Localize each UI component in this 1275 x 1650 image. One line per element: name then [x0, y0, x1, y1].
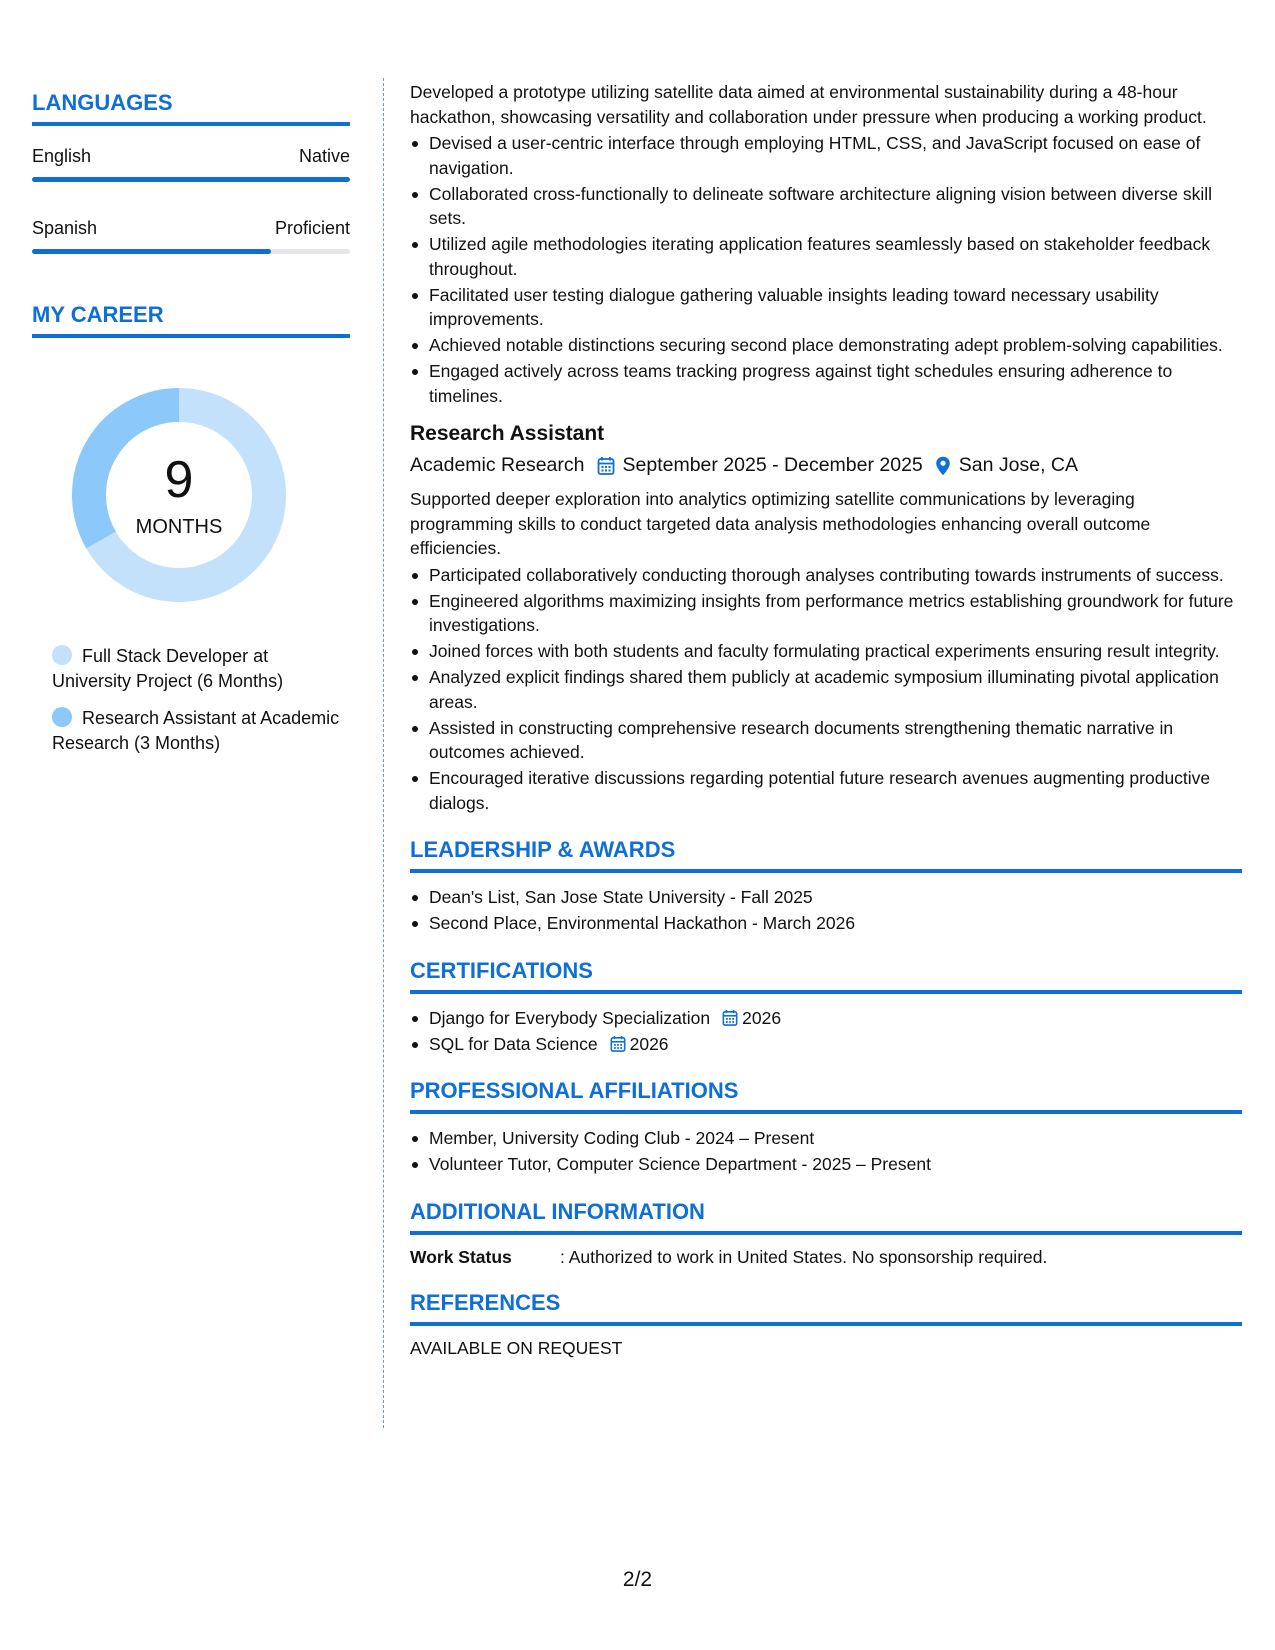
page-number: 2/2 — [622, 1568, 653, 1591]
list-item: Joined forces with both students and faculty formulating practical experiments ensuring result integrity. — [410, 639, 1242, 664]
list-item: Engaged actively across teams tracking progress against tight schedules ensuring adherence to timelines. — [410, 359, 1242, 408]
job-bullets — [410, 563, 1242, 816]
affiliations-title: PROFESSIONAL AFFILIATIONS — [410, 1078, 1242, 1114]
language-proficiency-bar — [32, 249, 350, 254]
job-summary: Supported deeper exploration into analytics optimizing satellite communications by leveraging programming skills to conduct targeted data analysis methodologies enhancing overall outcome efficiencies. — [410, 489, 1151, 558]
career-legend — [52, 644, 350, 756]
list-item: Collaborated cross-functionally to delineate software architecture aligning vision between diverse skill sets. — [410, 182, 1242, 231]
certifications-title: CERTIFICATIONS — [410, 958, 1242, 994]
job-dates: September 2025 - December 2025 — [622, 454, 923, 476]
certification-name: SQL for Data Science — [429, 1033, 598, 1054]
legend-label: Full Stack Developer at University Project (6 Months) — [52, 646, 284, 691]
language-level: Proficient — [274, 218, 350, 238]
leadership-section — [410, 837, 1242, 936]
legend-dot — [52, 645, 72, 665]
list-item: Participated collaboratively conducting thorough analyses contributing towards instruments of success. — [410, 563, 1242, 588]
list-item: Devised a user-centric interface through employing HTML, CSS, and JavaScript focused on ease of navigation. — [410, 131, 1242, 180]
career-donut-chart — [66, 382, 292, 608]
right-column — [410, 80, 1242, 1359]
career-total-unit: MONTHS — [135, 516, 223, 538]
list-item: Engineered algorithms maximizing insights from performance metrics establishing groundwork for future investigations. — [410, 589, 1242, 638]
additional-info-section — [410, 1199, 1242, 1268]
certification-name: Django for Everybody Specialization — [429, 1007, 711, 1028]
list-item: Second Place, Environmental Hackathon - March 2026 — [410, 911, 1242, 936]
certifications-section — [410, 958, 1242, 1057]
references-section — [410, 1290, 1242, 1359]
language-name: Spanish — [32, 218, 98, 238]
map-pin-icon — [935, 456, 951, 476]
language-proficiency-bar — [32, 177, 350, 182]
list-item: Achieved notable distinctions securing second place demonstrating adept problem-solving capabilities. — [410, 333, 1242, 358]
language-item — [32, 146, 350, 182]
list-item: Facilitated user testing dialogue gathering valuable insights leading toward necessary usability improvements. — [410, 283, 1242, 332]
list-item: Volunteer Tutor, Computer Science Department - 2025 – Present — [410, 1152, 1242, 1177]
language-proficiency-fill — [32, 177, 350, 182]
calendar-icon — [722, 1009, 738, 1027]
language-name: English — [32, 146, 92, 166]
certification-year: 2026 — [742, 1007, 782, 1028]
career-total-value: 9 — [164, 451, 194, 509]
list-item: Dean's List, San Jose State University - Fall 2025 — [410, 885, 1242, 910]
calendar-icon — [597, 456, 615, 476]
job-meta — [410, 454, 1242, 477]
additional-info-title: ADDITIONAL INFORMATION — [410, 1199, 1242, 1235]
work-status-value: : Authorized to work in United States. No sponsorship required. — [560, 1246, 1048, 1267]
list-item — [410, 1006, 1242, 1031]
leadership-title: LEADERSHIP & AWARDS — [410, 837, 1242, 873]
left-column — [32, 90, 350, 768]
job-company: Academic Research — [410, 454, 585, 476]
list-item: Member, University Coding Club - 2024 – Present — [410, 1126, 1242, 1151]
references-text: AVAILABLE ON REQUEST — [410, 1337, 623, 1358]
references-title: REFERENCES — [410, 1290, 1242, 1326]
affiliations-section — [410, 1078, 1242, 1177]
job-location: San Jose, CA — [958, 454, 1078, 476]
project-summary: Developed a prototype utilizing satellite data aimed at environmental sustainability during a 48-hour hackathon, showcasing versatility and collaboration under pressure when producing a working product. — [410, 82, 1207, 127]
legend-item — [52, 644, 350, 694]
career-title: MY CAREER — [32, 302, 350, 338]
legend-item — [52, 706, 350, 756]
language-item — [32, 218, 350, 254]
list-item: Analyzed explicit findings shared them publicly at academic symposium illuminating pivotal application areas. — [410, 665, 1242, 714]
project-bullets — [410, 131, 1242, 408]
list-item — [410, 1032, 1242, 1057]
certification-year: 2026 — [629, 1033, 669, 1054]
languages-title: LANGUAGES — [32, 90, 350, 126]
language-proficiency-fill — [32, 249, 271, 254]
legend-dot — [52, 707, 72, 727]
calendar-icon — [610, 1035, 626, 1053]
legend-label: Research Assistant at Academic Research (3 Months) — [52, 708, 340, 753]
job-title: Research Assistant — [410, 422, 605, 445]
list-item: Assisted in constructing comprehensive research documents strengthening thematic narrative in outcomes achieved. — [410, 716, 1242, 765]
work-status-label: Work Status — [410, 1246, 512, 1267]
language-level: Native — [298, 146, 350, 166]
column-divider — [383, 78, 384, 1428]
list-item: Encouraged iterative discussions regarding potential future research avenues augmenting productive dialogs. — [410, 766, 1242, 815]
list-item: Utilized agile methodologies iterating application features seamlessly based on stakeholder feedback throughout. — [410, 232, 1242, 281]
